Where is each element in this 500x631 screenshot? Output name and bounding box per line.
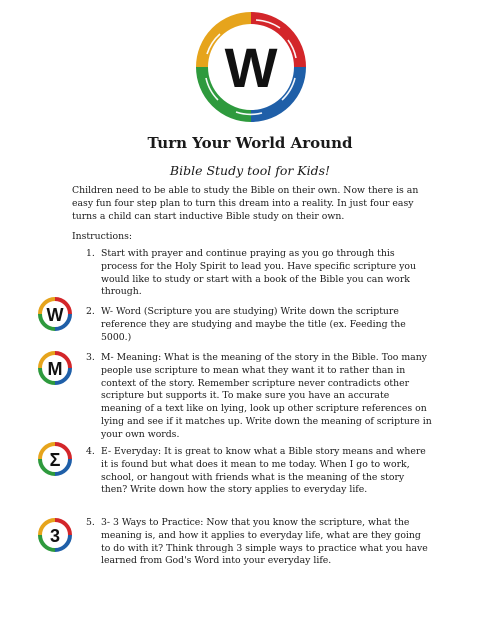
instruction-item-3 — [86, 352, 432, 442]
badge-letter: 3 — [49, 526, 61, 546]
badge-letter: W — [46, 305, 64, 325]
meaning-badge-icon — [38, 351, 72, 385]
item-number: 1. — [86, 248, 95, 259]
item-text: E- Everyday: It is great to know what a Bible story means and where it is found but what does it mean to me today. When I go to work, school, or hangout with friends what is the meaning of the story then? Write down how the story applies to everyday life. — [101, 446, 426, 496]
badge-letter: M — [47, 359, 63, 379]
item-text: M- Meaning: What is the meaning of the story in the Bible. Too many people use scripture to mean what they want it to rather than in context of the story. Remember scripture never contradicts other scripture but supports it. To make sure you have an accurate meaning of a text like on lying, look up other scripture references on lying and see if it matches up. Write down the meaning of scripture in your own words. — [101, 352, 432, 440]
badge-letter: Σ — [49, 450, 61, 470]
instruction-item-2 — [86, 306, 432, 344]
turn-world-logo — [196, 12, 306, 122]
item-number: 4. — [86, 446, 95, 457]
instruction-item-5 — [86, 517, 432, 568]
everyday-badge-icon — [38, 442, 72, 476]
page-title: Turn Your World Around — [147, 134, 353, 152]
item-text: Start with prayer and continue praying as you go through this process for the Holy Spirit to lead you. Have specific scripture you would like to study or start with a book of the Bible you can work through. — [101, 248, 417, 298]
word-badge-icon — [38, 297, 72, 331]
item-number: 5. — [86, 517, 95, 528]
instruction-item-1 — [86, 248, 432, 299]
item-number: 2. — [86, 306, 95, 317]
intro-paragraph: Children need to be able to study the Bible on their own. Now there is an easy fun four step plan to turn this dream into a reality. In just four easy turns a child can start inductive Bible study on their own. — [72, 185, 419, 222]
instructions-label: Instructions: — [72, 231, 133, 242]
item-text: 3- 3 Ways to Practice: Now that you know the scripture, what the meaning is, and how it applies to everyday life, what are they going to do with it? Think through 3 simple ways to practice what you have learned from God's Word into your everyday life. — [101, 517, 428, 567]
logo-letter: W — [224, 36, 278, 99]
page-subtitle: Bible Study tool for Kids! — [169, 163, 331, 178]
item-text: W- Word (Scripture you are studying) Write down the scripture reference they are studying and maybe the title (ex. Feeding the 5000.) — [101, 306, 406, 343]
instruction-item-4 — [86, 446, 432, 497]
item-number: 3. — [86, 352, 95, 363]
three-ways-badge-icon — [38, 518, 72, 552]
